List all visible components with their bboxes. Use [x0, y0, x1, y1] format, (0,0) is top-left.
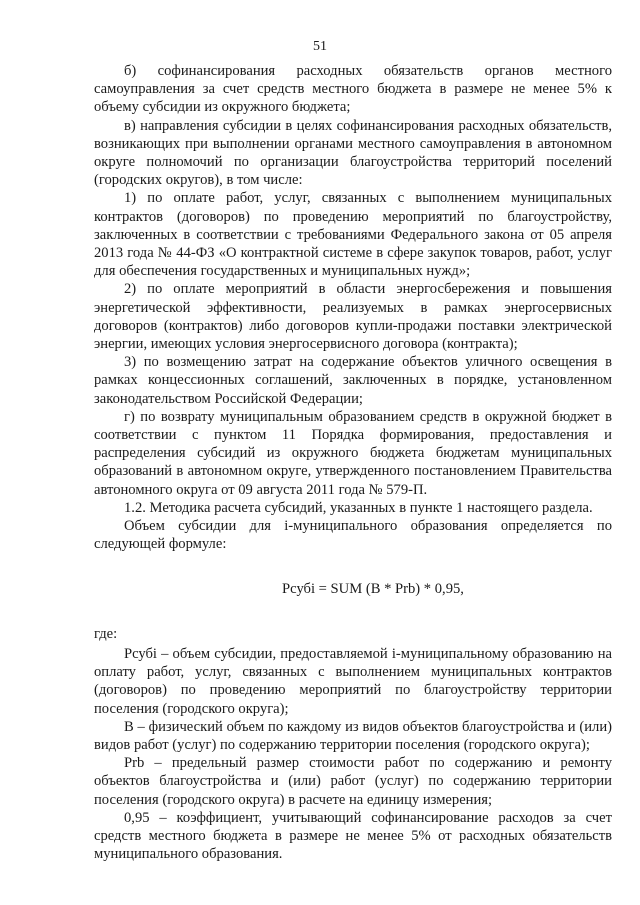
paragraph-v: в) направления субсидии в целях софинансирования расходных обязательств, возникающих при выполнении органами местного самоуправления в автономном округе полномочий по организации благоустройства территорий поселений (городских округов), в том числе: — [94, 117, 612, 189]
page-number: 51 — [313, 39, 327, 54]
definition-b: B – физический объем по каждому из видов объектов благоустройства и (или) видов работ (услуг) по содержанию территории поселения (городского округа); — [94, 718, 612, 753]
paragraph-v-1: 1) по оплате работ, услуг, связанных с выполнением муниципальных контрактов (договоров) по проведению мероприятий по благоустройству, заключенных в соответствии с требованиями Федерального закона от 05 апреля 2013 года № 44-ФЗ «О контрактной системе в сфере закупок товаров, работ, услуг для обеспечения государственных и муниципальных нужд»; — [94, 190, 612, 280]
definition-rsub: Рсубi – объем субсидии, предоставляемой i-муниципальному образованию на оплату работ, услуг, связанных с выполнением муниципальных контрактов (договоров) по проведению мероприятий по благоустройству территории поселения (городского округа); — [94, 645, 612, 717]
document-body — [94, 62, 612, 863]
paragraph-g: г) по возврату муниципальным образованием средств в окружной бюджет в соответствии с пунктом 11 Порядка формирования, предоставления и распределения субсидий из окружного бюджета бюджетам муниципальных образований в автономном округе, утвержденного постановлением Правительства автономного округа от 09 августа 2011 года № 579-П. — [94, 408, 612, 498]
paragraph-v-2: 2) по оплате мероприятий в области энергосбережения и повышения энергетической эффективности, реализуемых в рамках энергосервисных договоров (контрактов) либо договоров купли-продажи поставки электрической энергии, имеющих условия энергосервисного договора (контракта); — [94, 281, 612, 353]
where-label: где: — [94, 625, 118, 642]
paragraph-v-3: 3) по возмещению затрат на содержание объектов уличного освещения в рамках концессионных соглашений, заключенных в порядке, установленном законодательством Российской Федерации; — [94, 354, 612, 407]
formula-intro: Объем субсидии для i-муниципального образования определяется по следующей формуле: — [94, 518, 612, 553]
formula: Рсубi = SUM (B * Prb) * 0,95, — [282, 581, 464, 598]
section-heading-1-2: 1.2. Методика расчета субсидий, указанных в пункте 1 настоящего раздела. — [124, 499, 593, 516]
definition-prb: Prb – предельный размер стоимости работ по содержанию и ремонту объектов благоустройства и (или) работ (услуг) по содержанию территории поселения (городского округа) в расчете на единицу измерения; — [94, 755, 612, 808]
paragraph-b: б) софинансирования расходных обязательств органов местного самоуправления за счет средств местного бюджета в размере не менее 5% к объему субсидии из окружного бюджета; — [94, 63, 612, 116]
definition-coefficient: 0,95 – коэффициент, учитывающий софинансирование расходов за счет средств местного бюджета в размере не менее 5% от расходных обязательств муниципального образования. — [94, 809, 612, 863]
